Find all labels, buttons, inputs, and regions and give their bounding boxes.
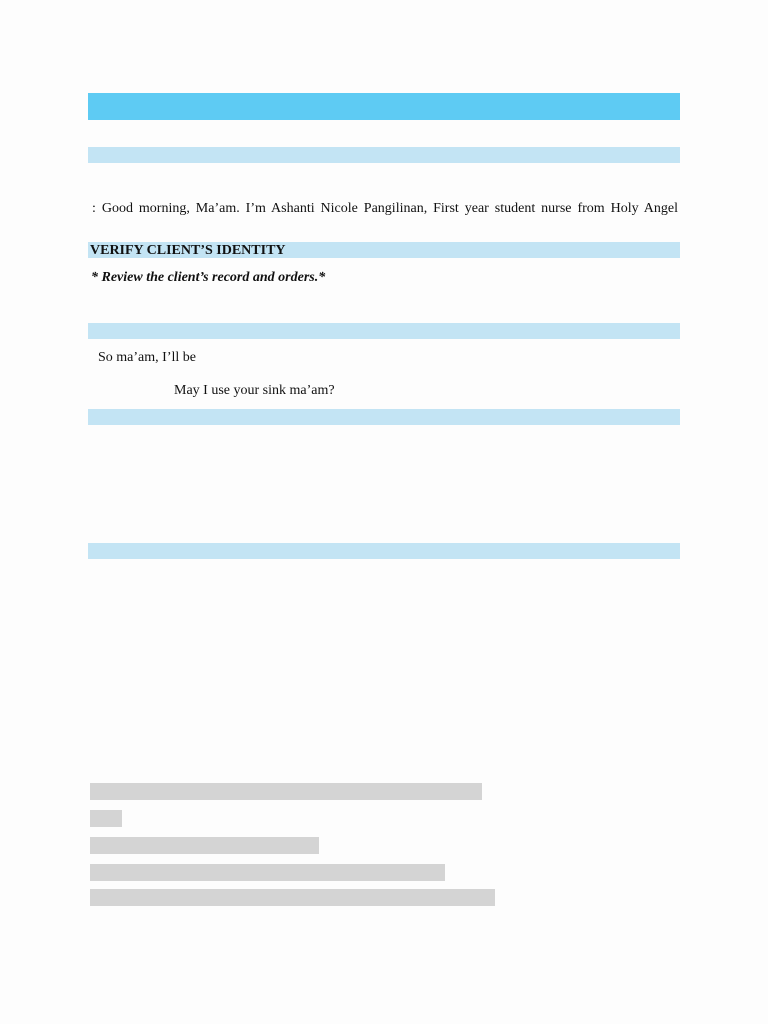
title-band — [88, 93, 680, 120]
section-band-1 — [88, 147, 680, 163]
redacted-text-line-3 — [90, 837, 319, 854]
greeting-line: : Good morning, Ma’am. I’m Ashanti Nicole Pangilinan, First year student nurse from Holy Angel — [92, 201, 678, 216]
ill-be-line: So ma’am, I’ll be — [98, 350, 196, 365]
review-record-note: * Review the client’s record and orders.* — [91, 270, 326, 285]
redacted-text-line-2 — [90, 810, 122, 827]
redacted-text-line-5 — [90, 889, 495, 906]
section-band-4 — [88, 543, 680, 559]
redacted-text-line-4 — [90, 864, 445, 881]
redacted-text-line-1 — [90, 783, 482, 800]
verify-identity-heading: VERIFY CLIENT’S IDENTITY — [90, 243, 286, 258]
section-band-3 — [88, 409, 680, 425]
section-band-2 — [88, 323, 680, 339]
sink-question-line: May I use your sink ma’am? — [174, 383, 335, 398]
